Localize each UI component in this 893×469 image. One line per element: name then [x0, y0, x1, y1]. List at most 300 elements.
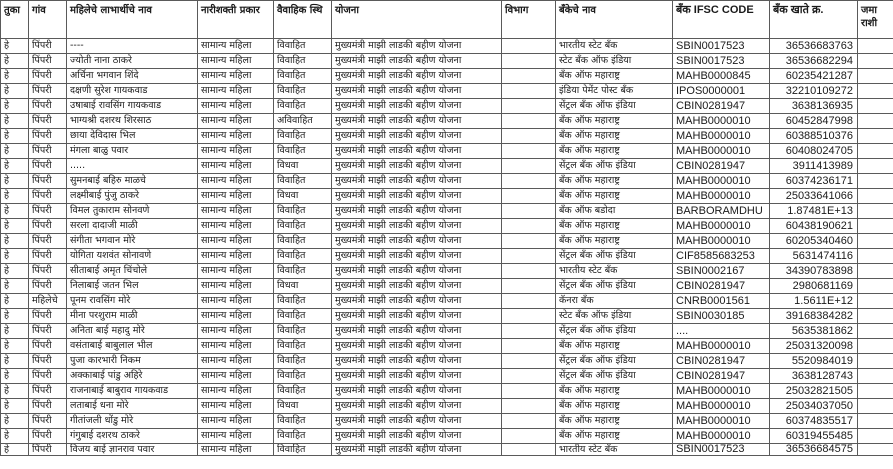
cell-village: पिंपरी — [29, 354, 67, 369]
cell-scheme: मुख्यमंत्री माझी लाडकी बहीण योजना — [332, 129, 502, 144]
cell-ifsc: MAHB0000010 — [673, 144, 770, 159]
cell-department — [502, 309, 556, 324]
cell-department — [502, 39, 556, 54]
cell-village: पिंपरी — [29, 144, 67, 159]
header-scheme: योजना — [332, 1, 502, 39]
cell-scheme: मुख्यमंत्री माझी लाडकी बहीण योजना — [332, 189, 502, 204]
cell-ifsc: MAHB0000010 — [673, 114, 770, 129]
table-row — [1, 429, 893, 444]
cell-taluka: हे — [1, 264, 29, 279]
cell-scheme: मुख्यमंत्री माझी लाडकी बहीण योजना — [332, 219, 502, 234]
cell-bank-name: बँक ऑफ महाराष्ट्र — [556, 114, 673, 129]
cell-account: 60388510376 — [770, 129, 858, 144]
cell-scheme: मुख्यमंत्री माझी लाडकी बहीण योजना — [332, 369, 502, 384]
cell-name: उषाबाई रावसिंग गायकवाड — [67, 99, 198, 114]
cell-marital-status: विवाहित — [274, 354, 332, 369]
cell-department — [502, 129, 556, 144]
cell-scheme: मुख्यमंत्री माझी लाडकी बहीण योजना — [332, 384, 502, 399]
cell-taluka: हे — [1, 444, 29, 456]
cell-bank-name: इंडिया पेमेंट पोस्ट बँक — [556, 84, 673, 99]
cell-ifsc: MAHB0000010 — [673, 399, 770, 414]
cell-account: 3911413989 — [770, 159, 858, 174]
cell-category: सामान्य महिला — [198, 69, 274, 84]
cell-account: 1.5611E+12 — [770, 294, 858, 309]
cell-ifsc: MAHB0000010 — [673, 384, 770, 399]
cell-taluka: हे — [1, 189, 29, 204]
cell-category: सामान्य महिला — [198, 144, 274, 159]
header-ifsc: बँक IFSC CODE — [673, 1, 770, 39]
cell-category: सामान्य महिला — [198, 129, 274, 144]
cell-scheme: मुख्यमंत्री माझी लाडकी बहीण योजना — [332, 399, 502, 414]
cell-taluka: हे — [1, 384, 29, 399]
cell-ifsc: SBIN0002167 — [673, 264, 770, 279]
cell-category: सामान्य महिला — [198, 99, 274, 114]
cell-department — [502, 174, 556, 189]
cell-name: पुजा कारभारी निकम — [67, 354, 198, 369]
cell-category: सामान्य महिला — [198, 219, 274, 234]
cell-department — [502, 294, 556, 309]
cell-account: 60438190621 — [770, 219, 858, 234]
cell-category: सामान्य महिला — [198, 234, 274, 249]
cell-deposit — [858, 294, 893, 309]
cell-department — [502, 399, 556, 414]
cell-village: पिंपरी — [29, 189, 67, 204]
cell-ifsc: CBIN0281947 — [673, 279, 770, 294]
cell-name: अक्काबाई पांडु अहिरे — [67, 369, 198, 384]
cell-ifsc: MAHB0000010 — [673, 234, 770, 249]
cell-category: सामान्य महिला — [198, 354, 274, 369]
cell-marital-status: विधवा — [274, 399, 332, 414]
cell-village: पिंपरी — [29, 264, 67, 279]
cell-name: निलाबाई जतन भिल — [67, 279, 198, 294]
cell-account: 34390783898 — [770, 264, 858, 279]
cell-deposit — [858, 369, 893, 384]
cell-marital-status: विवाहित — [274, 429, 332, 444]
cell-deposit — [858, 144, 893, 159]
cell-name: योगिता यशवंत सोनावणे — [67, 249, 198, 264]
cell-ifsc: SBIN0017523 — [673, 444, 770, 456]
cell-deposit — [858, 189, 893, 204]
cell-department — [502, 69, 556, 84]
cell-marital-status: विवाहित — [274, 384, 332, 399]
cell-account: 3638136935 — [770, 99, 858, 114]
cell-department — [502, 354, 556, 369]
cell-name: दक्षणी सुरेश गायकवाड — [67, 84, 198, 99]
cell-taluka: हे — [1, 114, 29, 129]
table-row — [1, 444, 893, 456]
cell-scheme: मुख्यमंत्री माझी लाडकी बहीण योजना — [332, 264, 502, 279]
cell-taluka: हे — [1, 294, 29, 309]
cell-bank-name: बँक ऑफ महाराष्ट्र — [556, 69, 673, 84]
cell-department — [502, 159, 556, 174]
cell-bank-name: सेंट्रल बँक ऑफ इंडिया — [556, 324, 673, 339]
cell-account: 5631474116 — [770, 249, 858, 264]
cell-bank-name: बँक ऑफ महाराष्ट्र — [556, 414, 673, 429]
cell-category: सामान्य महिला — [198, 294, 274, 309]
cell-name: पूनम रावसिंग मोरे — [67, 294, 198, 309]
cell-name: अनिता बाई महादु मोरे — [67, 324, 198, 339]
cell-scheme: मुख्यमंत्री माझी लाडकी बहीण योजना — [332, 54, 502, 69]
cell-marital-status: विवाहित — [274, 234, 332, 249]
table-row — [1, 264, 893, 279]
table-row — [1, 369, 893, 384]
cell-category: सामान्य महिला — [198, 54, 274, 69]
cell-taluka: हे — [1, 339, 29, 354]
cell-name: गंगुबाई दशरथ ठाकरे — [67, 429, 198, 444]
cell-marital-status: विवाहित — [274, 204, 332, 219]
header-department: विभाग — [502, 1, 556, 39]
cell-bank-name: बँक ऑफ महाराष्ट्र — [556, 429, 673, 444]
cell-account: 60205340460 — [770, 234, 858, 249]
cell-account: 25032821505 — [770, 384, 858, 399]
cell-scheme: मुख्यमंत्री माझी लाडकी बहीण योजना — [332, 414, 502, 429]
cell-department — [502, 189, 556, 204]
cell-department — [502, 54, 556, 69]
cell-deposit — [858, 69, 893, 84]
cell-account: 3638128743 — [770, 369, 858, 384]
cell-bank-name: सेंट्रल बँक ऑफ इंडिया — [556, 354, 673, 369]
cell-village: महिलेचे — [29, 294, 67, 309]
cell-village: पिंपरी — [29, 324, 67, 339]
cell-department — [502, 369, 556, 384]
cell-taluka: हे — [1, 144, 29, 159]
cell-marital-status: विधवा — [274, 279, 332, 294]
cell-taluka: हे — [1, 309, 29, 324]
cell-taluka: हे — [1, 99, 29, 114]
cell-marital-status: विवाहित — [274, 219, 332, 234]
cell-name: मीना परशुराम माळी — [67, 309, 198, 324]
cell-bank-name: बँक ऑफ महाराष्ट्र — [556, 189, 673, 204]
cell-village: पिंपरी — [29, 219, 67, 234]
table-row — [1, 414, 893, 429]
cell-scheme: मुख्यमंत्री माझी लाडकी बहीण योजना — [332, 309, 502, 324]
table-row — [1, 189, 893, 204]
cell-village: पिंपरी — [29, 39, 67, 54]
cell-ifsc: MAHB0000010 — [673, 339, 770, 354]
cell-department — [502, 414, 556, 429]
cell-account: 60319455485 — [770, 429, 858, 444]
cell-taluka: हे — [1, 39, 29, 54]
header-bank-name: बँकेचे नाव — [556, 1, 673, 39]
cell-category: सामान्य महिला — [198, 384, 274, 399]
cell-taluka: हे — [1, 54, 29, 69]
cell-deposit — [858, 444, 893, 456]
cell-name: ज्योती नाना ठाकरे — [67, 54, 198, 69]
cell-category: सामान्य महिला — [198, 414, 274, 429]
table-row — [1, 114, 893, 129]
table-row — [1, 399, 893, 414]
cell-department — [502, 99, 556, 114]
cell-department — [502, 264, 556, 279]
cell-scheme: मुख्यमंत्री माझी लाडकी बहीण योजना — [332, 204, 502, 219]
cell-taluka: हे — [1, 159, 29, 174]
cell-department — [502, 444, 556, 456]
table-row — [1, 249, 893, 264]
table-row — [1, 234, 893, 249]
table-row — [1, 279, 893, 294]
cell-name: मंगला बाळु पवार — [67, 144, 198, 159]
cell-deposit — [858, 414, 893, 429]
cell-category: सामान्य महिला — [198, 39, 274, 54]
cell-category: सामान्य महिला — [198, 444, 274, 456]
cell-ifsc: MAHB0000010 — [673, 219, 770, 234]
header-category: नारीशक्ती प्रकार — [198, 1, 274, 39]
cell-deposit — [858, 114, 893, 129]
cell-category: सामान्य महिला — [198, 249, 274, 264]
cell-ifsc: MAHB0000010 — [673, 414, 770, 429]
cell-category: सामान्य महिला — [198, 174, 274, 189]
cell-village: पिंपरी — [29, 84, 67, 99]
cell-marital-status: विवाहित — [274, 324, 332, 339]
header-name: महिलेचे लाभार्थीचे नाव — [67, 1, 198, 39]
cell-category: सामान्य महिला — [198, 309, 274, 324]
cell-village: पिंपरी — [29, 234, 67, 249]
cell-village: पिंपरी — [29, 204, 67, 219]
table-row — [1, 69, 893, 84]
cell-scheme: मुख्यमंत्री माझी लाडकी बहीण योजना — [332, 294, 502, 309]
cell-village: पिंपरी — [29, 159, 67, 174]
cell-ifsc: SBIN0030185 — [673, 309, 770, 324]
cell-scheme: मुख्यमंत्री माझी लाडकी बहीण योजना — [332, 234, 502, 249]
cell-village: पिंपरी — [29, 174, 67, 189]
cell-department — [502, 144, 556, 159]
cell-deposit — [858, 264, 893, 279]
cell-department — [502, 249, 556, 264]
cell-marital-status: विवाहित — [274, 309, 332, 324]
cell-bank-name: स्टेट बँक ऑफ इंडिया — [556, 54, 673, 69]
cell-village: पिंपरी — [29, 444, 67, 456]
cell-bank-name: बँक ऑफ महाराष्ट्र — [556, 339, 673, 354]
cell-ifsc: MAHB0000010 — [673, 174, 770, 189]
cell-taluka: हे — [1, 279, 29, 294]
cell-marital-status: विवाहित — [274, 249, 332, 264]
cell-department — [502, 219, 556, 234]
header-row — [1, 1, 893, 39]
table-row — [1, 174, 893, 189]
cell-deposit — [858, 159, 893, 174]
cell-marital-status: विवाहित — [274, 54, 332, 69]
cell-account: 5635381862 — [770, 324, 858, 339]
cell-name: ..... — [67, 159, 198, 174]
cell-marital-status: विवाहित — [274, 369, 332, 384]
table-row — [1, 99, 893, 114]
cell-deposit — [858, 174, 893, 189]
table-row — [1, 324, 893, 339]
cell-scheme: मुख्यमंत्री माझी लाडकी बहीण योजना — [332, 324, 502, 339]
cell-marital-status: विवाहित — [274, 69, 332, 84]
cell-taluka: हे — [1, 354, 29, 369]
cell-category: सामान्य महिला — [198, 84, 274, 99]
cell-village: पिंपरी — [29, 339, 67, 354]
table-row — [1, 384, 893, 399]
cell-account: 60374835517 — [770, 414, 858, 429]
cell-village: पिंपरी — [29, 369, 67, 384]
cell-scheme: मुख्यमंत्री माझी लाडकी बहीण योजना — [332, 159, 502, 174]
cell-department — [502, 384, 556, 399]
cell-village: पिंपरी — [29, 429, 67, 444]
cell-category: सामान्य महिला — [198, 339, 274, 354]
cell-account: 60408024705 — [770, 144, 858, 159]
cell-account: 60374236171 — [770, 174, 858, 189]
cell-marital-status: विवाहित — [274, 99, 332, 114]
cell-marital-status: विवाहित — [274, 339, 332, 354]
table-row — [1, 354, 893, 369]
header-taluka: तुका — [1, 1, 29, 39]
cell-name: अर्चिना भगवान शिंदे — [67, 69, 198, 84]
cell-scheme: मुख्यमंत्री माझी लाडकी बहीण योजना — [332, 114, 502, 129]
cell-scheme: मुख्यमंत्री माझी लाडकी बहीण योजना — [332, 429, 502, 444]
cell-bank-name: बँक ऑफ बडोदा — [556, 204, 673, 219]
cell-account: 36536682294 — [770, 54, 858, 69]
cell-deposit — [858, 339, 893, 354]
table-row — [1, 339, 893, 354]
cell-scheme: मुख्यमंत्री माझी लाडकी बहीण योजना — [332, 69, 502, 84]
cell-taluka: हे — [1, 399, 29, 414]
cell-village: पिंपरी — [29, 114, 67, 129]
cell-bank-name: बँक ऑफ महाराष्ट्र — [556, 174, 673, 189]
cell-bank-name: स्टेट बँक ऑफ इंडिया — [556, 309, 673, 324]
cell-deposit — [858, 429, 893, 444]
cell-deposit — [858, 204, 893, 219]
cell-marital-status: विवाहित — [274, 264, 332, 279]
cell-bank-name: बँक ऑफ महाराष्ट्र — [556, 234, 673, 249]
cell-scheme: मुख्यमंत्री माझी लाडकी बहीण योजना — [332, 144, 502, 159]
cell-category: सामान्य महिला — [198, 114, 274, 129]
cell-department — [502, 234, 556, 249]
cell-account: 25034037050 — [770, 399, 858, 414]
cell-village: पिंपरी — [29, 279, 67, 294]
cell-taluka: हे — [1, 69, 29, 84]
cell-bank-name: भारतीय स्टेट बँक — [556, 39, 673, 54]
cell-account: 25031320098 — [770, 339, 858, 354]
cell-taluka: हे — [1, 414, 29, 429]
header-marital-status: वैवाहिक स्थि — [274, 1, 332, 39]
cell-village: पिंपरी — [29, 399, 67, 414]
cell-ifsc: CBIN0281947 — [673, 99, 770, 114]
cell-name: छाया देविदास भिल — [67, 129, 198, 144]
cell-ifsc: SBIN0017523 — [673, 54, 770, 69]
cell-deposit — [858, 84, 893, 99]
cell-deposit — [858, 39, 893, 54]
cell-department — [502, 324, 556, 339]
cell-category: सामान्य महिला — [198, 159, 274, 174]
table-row — [1, 204, 893, 219]
cell-ifsc: CBIN0281947 — [673, 369, 770, 384]
cell-taluka: हे — [1, 429, 29, 444]
table-row — [1, 39, 893, 54]
cell-account: 36536683763 — [770, 39, 858, 54]
cell-bank-name: बँक ऑफ महाराष्ट्र — [556, 384, 673, 399]
table-row — [1, 54, 893, 69]
header-account: बँक खाते क्र. — [770, 1, 858, 39]
cell-account: 5520984019 — [770, 354, 858, 369]
cell-taluka: हे — [1, 369, 29, 384]
cell-category: सामान्य महिला — [198, 204, 274, 219]
cell-ifsc: IPOS0000001 — [673, 84, 770, 99]
cell-ifsc: MAHB0000010 — [673, 429, 770, 444]
cell-deposit — [858, 384, 893, 399]
cell-account: 25033641066 — [770, 189, 858, 204]
cell-marital-status: विधवा — [274, 159, 332, 174]
cell-name: लताबाई धना मोरे — [67, 399, 198, 414]
table-row — [1, 159, 893, 174]
cell-deposit — [858, 354, 893, 369]
cell-deposit — [858, 309, 893, 324]
cell-taluka: हे — [1, 84, 29, 99]
cell-deposit — [858, 234, 893, 249]
cell-ifsc: SBIN0017523 — [673, 39, 770, 54]
cell-category: सामान्य महिला — [198, 399, 274, 414]
cell-ifsc: BARBORAMDHU — [673, 204, 770, 219]
cell-name: लक्ष्मीबाई पुंजु ठाकरे — [67, 189, 198, 204]
cell-category: सामान्य महिला — [198, 189, 274, 204]
cell-scheme: मुख्यमंत्री माझी लाडकी बहीण योजना — [332, 84, 502, 99]
cell-ifsc: .... — [673, 324, 770, 339]
cell-deposit — [858, 279, 893, 294]
cell-account: 32210109272 — [770, 84, 858, 99]
cell-taluka: हे — [1, 249, 29, 264]
cell-name: संगीता भगवान मोरे — [67, 234, 198, 249]
cell-department — [502, 114, 556, 129]
cell-taluka: हे — [1, 174, 29, 189]
cell-ifsc: CBIN0281947 — [673, 159, 770, 174]
cell-department — [502, 279, 556, 294]
cell-deposit — [858, 324, 893, 339]
cell-bank-name: बँक ऑफ महाराष्ट्र — [556, 399, 673, 414]
cell-account: 1.87481E+13 — [770, 204, 858, 219]
cell-marital-status: विधवा — [274, 189, 332, 204]
cell-taluka: हे — [1, 234, 29, 249]
cell-marital-status: विवाहित — [274, 414, 332, 429]
cell-village: पिंपरी — [29, 129, 67, 144]
cell-scheme: मुख्यमंत्री माझी लाडकी बहीण योजना — [332, 339, 502, 354]
cell-category: सामान्य महिला — [198, 324, 274, 339]
cell-village: पिंपरी — [29, 99, 67, 114]
cell-name: सुमनबाई बहिरु माळचे — [67, 174, 198, 189]
cell-bank-name: भारतीय स्टेट बँक — [556, 264, 673, 279]
cell-village: पिंपरी — [29, 249, 67, 264]
cell-ifsc: CNRB0001561 — [673, 294, 770, 309]
table-row — [1, 84, 893, 99]
cell-category: सामान्य महिला — [198, 264, 274, 279]
cell-scheme: मुख्यमंत्री माझी लाडकी बहीण योजना — [332, 39, 502, 54]
cell-village: पिंपरी — [29, 384, 67, 399]
cell-scheme: मुख्यमंत्री माझी लाडकी बहीण योजना — [332, 174, 502, 189]
cell-bank-name: सेंट्रल बँक ऑफ इंडिया — [556, 249, 673, 264]
cell-account: 39168384282 — [770, 309, 858, 324]
cell-taluka: हे — [1, 129, 29, 144]
cell-category: सामान्य महिला — [198, 369, 274, 384]
cell-category: सामान्य महिला — [198, 279, 274, 294]
cell-scheme: मुख्यमंत्री माझी लाडकी बहीण योजना — [332, 249, 502, 264]
cell-marital-status: विवाहित — [274, 39, 332, 54]
cell-scheme: मुख्यमंत्री माझी लाडकी बहीण योजना — [332, 444, 502, 456]
cell-bank-name: सेंट्रल बँक ऑफ इंडिया — [556, 369, 673, 384]
cell-account: 60452847998 — [770, 114, 858, 129]
cell-department — [502, 429, 556, 444]
table-row — [1, 294, 893, 309]
cell-deposit — [858, 399, 893, 414]
cell-department — [502, 84, 556, 99]
cell-name: विमल तुकाराम सोनवणे — [67, 204, 198, 219]
cell-deposit — [858, 219, 893, 234]
cell-marital-status: विवाहित — [274, 294, 332, 309]
table-row — [1, 129, 893, 144]
cell-name: गीतांजली धोंडु मोरे — [67, 414, 198, 429]
cell-name: सीताबाई अमृत चिंचोले — [67, 264, 198, 279]
cell-bank-name: कॅनरा बँक — [556, 294, 673, 309]
cell-marital-status: विवाहित — [274, 144, 332, 159]
